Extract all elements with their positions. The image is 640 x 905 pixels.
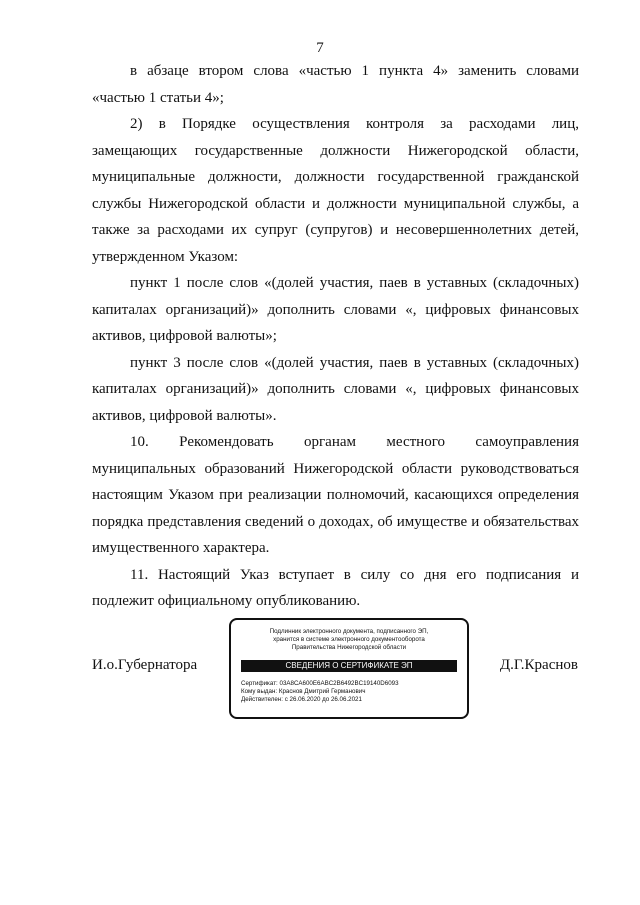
issued-to-label: Кому выдан: bbox=[241, 688, 278, 695]
page-number: 7 bbox=[316, 40, 324, 56]
validity-row bbox=[241, 696, 457, 704]
certificate-label: Сертификат: bbox=[241, 680, 278, 687]
stamp-header bbox=[231, 628, 467, 652]
stamp-title: СВЕДЕНИЯ О СЕРТИФИКАТЕ ЭП bbox=[241, 660, 457, 672]
issued-to-value: Краснов Дмитрий Германович bbox=[278, 688, 366, 695]
signatory-name: Д.Г.Краснов bbox=[499, 657, 578, 673]
paragraph: в абзаце втором слова «частью 1 пункта 4» заменить словами «частью 1 статьи 4»; bbox=[92, 63, 579, 106]
paragraph: 11. Настоящий Указ вступает в силу со дня его подписания и подлежит официальному опубликованию. bbox=[92, 566, 579, 609]
certificate-row bbox=[241, 680, 457, 688]
signatory-position: И.о.Губернатора bbox=[92, 657, 198, 673]
validity-value: с 26.06.2020 до 26.06.2021 bbox=[284, 696, 362, 703]
paragraph: пункт 3 после слов «(долей участия, паев в уставных (складочных) капиталах организаций)» дополнить словами «, цифровых финансовых активов, цифровой валюты». bbox=[92, 354, 579, 424]
issued-to-row bbox=[241, 688, 457, 696]
stamp-header-line: Подлинник электронного документа, подписанного ЭП, bbox=[269, 628, 429, 635]
stamp-header-line: хранится в системе электронного документооборота bbox=[273, 636, 425, 643]
document-body bbox=[92, 58, 579, 615]
stamp-header-line: Правительства Нижегородской области bbox=[291, 644, 407, 651]
stamp-details bbox=[241, 680, 457, 704]
validity-label: Действителен: bbox=[241, 696, 283, 703]
paragraph: пункт 1 после слов «(долей участия, паев в уставных (складочных) капиталах организаций)» дополнить словами «, цифровых финансовых активов, цифровой валюты»; bbox=[92, 275, 579, 344]
paragraph: 10. Рекомендовать органам местного самоуправления муниципальных образований Нижегородской области руководствоваться настоящим Указом при реализации полномочий, касающихся определения порядка представления сведений о доходах, об имуществе и обязательствах имущественного характера. bbox=[92, 434, 579, 556]
paragraph: 2) в Порядке осуществления контроля за расходами лиц, замещающих государственные должности Нижегородской области, муниципальные должности, должности государственной гражданской службы Нижегородской области и должности муниципальной службы, а также за расходами их супруг (супругов) и несовершеннолетних детей, утвержденном Указом: bbox=[92, 116, 579, 265]
certificate-value: 03A8CA600E6ABC2B6492BC19140D6093 bbox=[279, 680, 399, 687]
electronic-signature-stamp bbox=[229, 618, 469, 719]
